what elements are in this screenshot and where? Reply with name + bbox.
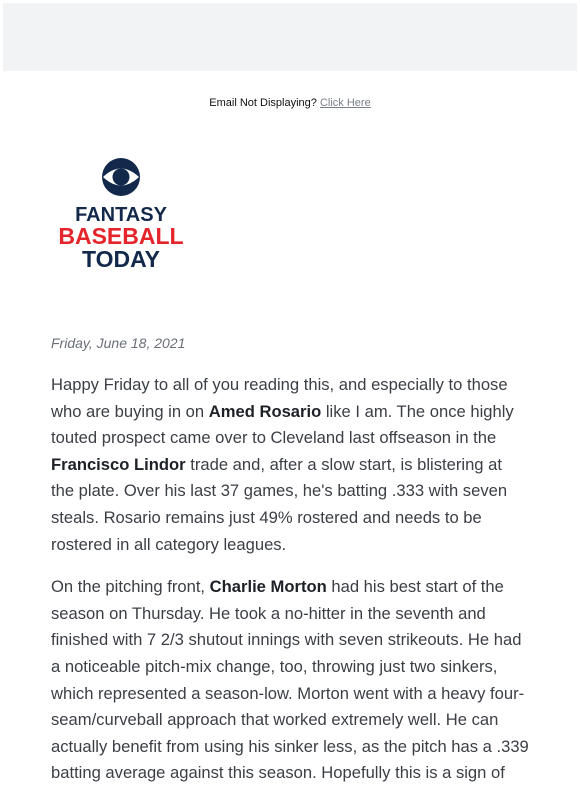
email-not-displaying-line [0, 97, 580, 109]
logo-word-baseball: BASEBALL [58, 223, 184, 249]
p1-text-3: trade and, after a slow start, is blistering at the plate. Over his last 37 games, he's batting .333 with seven steals. Rosario remains just 49% rostered and needs to be rostered in all category leagues. [51, 454, 508, 554]
player-amed-rosario: Amed Rosario [208, 401, 322, 421]
cbs-eye-icon [51, 158, 192, 270]
email-prompt-text: Email Not Displaying? [209, 97, 317, 109]
logo-word-fantasy: FANTASY [75, 204, 167, 226]
p1-text-2: like I am. The once highly touted prospect came over to Cleveland last offseason in the [51, 401, 514, 448]
p1-text-1: Happy Friday to all of you reading this, and especially to those who are buying in on [51, 375, 508, 421]
click-here-link[interactable]: Click Here [319, 97, 371, 109]
top-banner [3, 3, 577, 71]
article-body [51, 372, 529, 803]
paragraph-morton [51, 574, 529, 787]
p2-text-1: On the pitching front, [51, 577, 210, 597]
p2-text-2: had his best start of the season on Thursday. He took a no-hitter in the seventh and finished with 7 2/3 shutout innings with seven strikeouts. He had a noticeable pitch-mix change, too, throwing just two sinkers, which represented a season-low. Morton went with a heavy four-seam/curveball approach that worked extremely well. He can actually benefit from using his sinker less, as the pitch has a .339 batting average against this season. Hopefully this is a sign of [51, 577, 529, 783]
player-francisco-lindor: Francisco Lindor [51, 454, 186, 474]
article-date: Friday, June 18, 2021 [51, 335, 186, 351]
logo-word-today: TODAY [82, 246, 160, 270]
fantasy-baseball-today-logo [51, 158, 192, 270]
paragraph-rosario [51, 372, 529, 558]
player-charlie-morton: Charlie Morton [209, 577, 327, 597]
